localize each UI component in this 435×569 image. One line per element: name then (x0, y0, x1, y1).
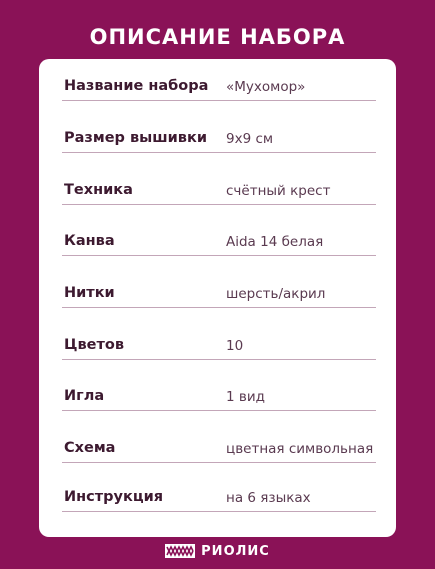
brand-name: РИОЛИС (201, 543, 270, 559)
row-label: Техника (64, 182, 133, 198)
info-row-canvas (62, 231, 376, 256)
row-label: Название набора (64, 78, 209, 94)
row-value: Aida 14 белая (226, 234, 324, 250)
row-label: Схема (64, 440, 116, 456)
row-label: Цветов (64, 337, 125, 353)
row-value: «Мухомор» (226, 79, 306, 95)
row-value: на 6 языках (226, 490, 311, 506)
info-row-technique (62, 180, 376, 205)
row-label: Игла (64, 388, 105, 404)
info-row-colors (62, 335, 376, 360)
info-row-instruction (62, 487, 376, 512)
page-title: ОПИСАНИЕ НАБОРА (89, 25, 346, 49)
row-label: Канва (64, 233, 115, 249)
info-row-size (62, 128, 376, 153)
row-value: 10 (226, 338, 244, 354)
info-row-chart (62, 438, 376, 463)
row-value: 1 вид (226, 389, 265, 405)
brand-logo-icon (165, 544, 195, 558)
info-row-needle (62, 386, 376, 411)
row-value: цветная символьная (226, 441, 374, 457)
info-card (39, 59, 396, 537)
row-label: Размер вышивки (64, 130, 207, 146)
footer (0, 541, 435, 561)
row-value: шерсть/акрил (226, 286, 326, 302)
row-value: 9х9 см (226, 131, 274, 147)
row-value: счётный крест (226, 183, 331, 199)
row-label: Нитки (64, 285, 115, 301)
info-row-kit-name (62, 76, 376, 101)
row-label: Инструкция (64, 489, 164, 505)
info-row-threads (62, 283, 376, 308)
